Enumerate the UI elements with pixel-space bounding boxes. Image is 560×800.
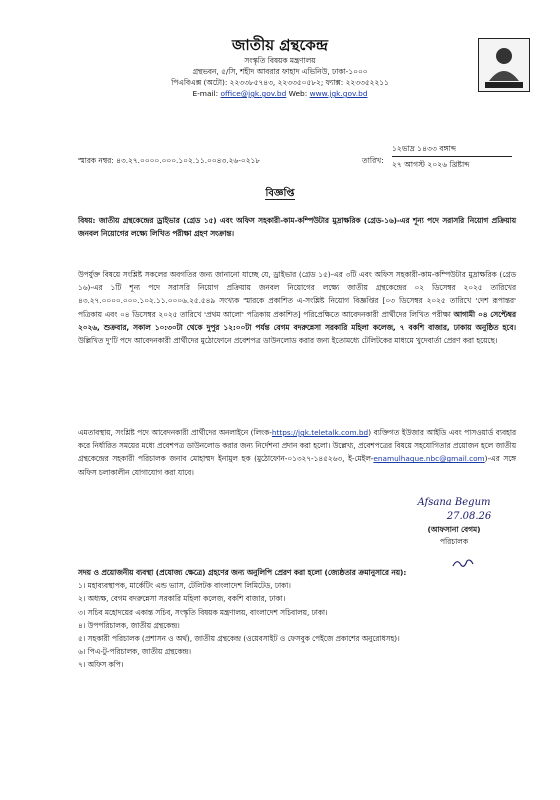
memo-ref-number: ৪৩.২৭.০০০০.০০০.১০২.১১.০০৪৩.২৬-০২১৮ [116, 156, 261, 165]
distribution-heading: সদয় ও প্রয়োজনীয় ব্যবস্থা (প্রযোজ্য ক্ষেত্রে) গ্রহণের জন্য অনুলিপি প্রেরণ করা হলো (জ্যেষ্ঠতার ক্রমানুসারে নয়): [78, 568, 407, 577]
ministry-name: সংস্কৃতি বিষয়ক মন্ত্রণালয় [244, 56, 316, 65]
email-label: E-mail: [192, 89, 221, 98]
signature-scrawl: Afsana Begum [417, 497, 491, 508]
paragraph2-part1: এমতাবস্থায়, সংশ্লিষ্ট পদে আবেদনকারী প্রার্থীদের অনলাইনে (লিংক- [78, 428, 272, 437]
date-english: ২৭ আগস্ট ২০২৬ খ্রিষ্টাব্দ [392, 160, 470, 169]
paragraph2-part3: )-এর সঙ্গে অফিস চলাকালীন যোগাযোগ করা যাবে। [78, 454, 516, 477]
memo-dates [392, 141, 512, 172]
subject-block [78, 214, 516, 240]
memo-ref-label: স্মারক নম্বর: [78, 156, 114, 165]
paragraph-exam-info [78, 268, 516, 347]
contact-email-link[interactable]: enamulhaque.nbc@gmail.com [373, 454, 485, 464]
office-web-link[interactable]: www.jgk.gov.bd [309, 89, 368, 98]
paragraph1-part2: উল্লিখিত দু'টি পদে আবেদনকারী প্রার্থীদের মুঠোফোনে প্রবেশপত্র ডাউনলোড করার জন্য ইতোমধ্যে টেলিটকের মাধ্যমে খুদেবার্তা প্রেরণ করা হয়েছে। [78, 336, 498, 346]
memo-reference [78, 155, 260, 166]
office-phone: পিএবিএক্স (অটো): ২২৩৩৮৫৭৪৩, ২২৩৩৫০৫৮২; ফ্যাক্স: ২২৩৩৫২২১১ [171, 78, 389, 87]
signatory-designation: পরিচালক [439, 537, 468, 546]
paragraph1-part1: উপর্যুক্ত বিষয়ে সংশ্লিষ্ট সকলের অবগতির জন্য জানানো যাচ্ছে যে, ড্রাইভার (গ্রেড ১৫)-এর ৩টি এবং অফিস সহকারী-কাম-কম্পিউটার মুদ্রাক্ষরিক (গ্রেড ১৬)-এর ১টি শূন্য পদে সরাসরি নিয়োগ প্রক্রিয়ায় জনবল নিয়োগের লক্ষ্যে জাতীয় গ্রন্থকেন্দ্রের ০২ ডিসেম্বর ২০২৫ তারিখের ৪৩.২৭.০০০০.০০০.১০২.১১.০০০৬.২৫.৫৪৯ সংখ্যক স্মারকে প্রকাশিত এ-সংশ্লিষ্ট নিয়োগ বিজ্ঞপ্তির [০৩ ডিসেম্বর ২০২৫ তারিখে 'দেশ রূপান্তর' পত্রিকায় এবং ০৪ ডিসেম্বর ২০২৫ তারিখে 'প্রথম আলো' পত্রিকায় প্রকাশিত] পরিপ্রেক্ষিতে আবেদনকারী প্রার্থীদের লিখিত পরীক্ষা [78, 270, 516, 319]
distribution-list [78, 566, 518, 672]
list-item: ৫। সহকারী পরিচালক (প্রশাসন ও অর্থ), জাতীয় গ্রন্থকেন্দ্র (ওয়েবসাইট ও ফেসবুক পেইজে প্রকাশের অনুরোধসহ)। [78, 634, 400, 644]
date-label: তারিখ: [362, 156, 384, 165]
list-item: ৪। উপপরিচালক, জাতীয় গ্রন্থকেন্দ্র। [78, 620, 180, 630]
exam-schedule-text: আগামী ০৪ সেপ্টেম্বর ২০২৬, শুক্রবার, সকাল ১০:৩০টা থেকে দুপুর ১২:০০টা পর্যন্ত বেগম বদরুন্নেসা সরকারি মহিলা কলেজ, ৭ বকশি বাজার, ঢাকায় অনুষ্ঠিত হবে। [78, 309, 516, 332]
subject-text: জাতীয় গ্রন্থকেন্দ্রের ড্রাইভার (গ্রেড ১৫) এবং অফিস সহকারী-কাম-কম্পিউটার মুদ্রাক্ষরিক (গ্রেড-১৬)-এর শূন্য পদে সরাসরি নিয়োগ প্রক্রিয়ায় জনবল নিয়োগের লক্ষ্যে লিখিত পরীক্ষা গ্রহণ সংক্রান্ত। [78, 216, 516, 239]
notice-title: বিজ্ঞপ্তি [265, 188, 295, 199]
paragraph-admit-card [78, 426, 516, 479]
list-item: ৩। সচিব মহোদয়ের একান্ত সচিব, সংস্কৃতি বিষয়ক মন্ত্রণালয়, বাংলাদেশ সচিবালয়, ঢাকা। [78, 607, 328, 617]
organization-name: জাতীয় গ্রন্থকেন্দ্র [231, 36, 329, 54]
subject-label: বিষয়: [78, 216, 96, 225]
signature-date: 27.08.26 [446, 511, 492, 522]
web-label: Web: [286, 89, 310, 98]
teletalk-link[interactable]: https://jgk.teletalk.com.bd [271, 428, 369, 437]
office-address: গ্রন্থভবন, ৫/সি, শহীদ আবরার ফাহাদ এভিনিউ, ঢাকা-১০০০ [192, 67, 368, 76]
contact-line [60, 88, 500, 99]
date-bangla: ১২ভাদ্র ১৪৩৩ বঙ্গাব্দ [392, 141, 512, 157]
paragraph2-part2: ) ব্যক্তিগত ইউজার আইডি এবং পাসওয়ার্ড ব্যবহার করে নির্ধারিত সময়ের মধ্যে প্রবেশপত্র ডাউনলোড করার জন্য নির্দেশনা প্রদান করা হলো। উল্লেখ্য, প্রবেশপত্রের বিষয়ে সহযোগিতার প্রয়োজন হলে জাতীয় গ্রন্থকেন্দ্রের সহকারী পরিচালক জনাব মোহাম্মদ ইনামুল হক (মুঠোফোন-০১৩২৭-১৪৫২৬৩, ই-মেইল- [78, 428, 516, 464]
office-email-link[interactable]: office@jgk.gov.bd [220, 89, 287, 98]
signature-block [384, 496, 524, 548]
signatory-name: (আফসানা বেগম) [427, 525, 481, 534]
list-item: ১। মহাব্যবস্থাপক, মার্কেটিং এন্ড ভ্যাস, টেলিটক বাংলাদেশ লিমিটেড, ঢাকা। [78, 581, 291, 591]
list-item: ২। অধ্যক্ষ, বেগম বদরুন্নেসা সরকারি মহিলা কলেজ, বকশি বাজার, ঢাকা। [78, 594, 286, 604]
list-item: ৭। অফিস কপি। [78, 660, 124, 670]
list-item: ৬। পিএ-টু-পরিচালক, জাতীয় গ্রন্থকেন্দ্র। [78, 647, 191, 657]
